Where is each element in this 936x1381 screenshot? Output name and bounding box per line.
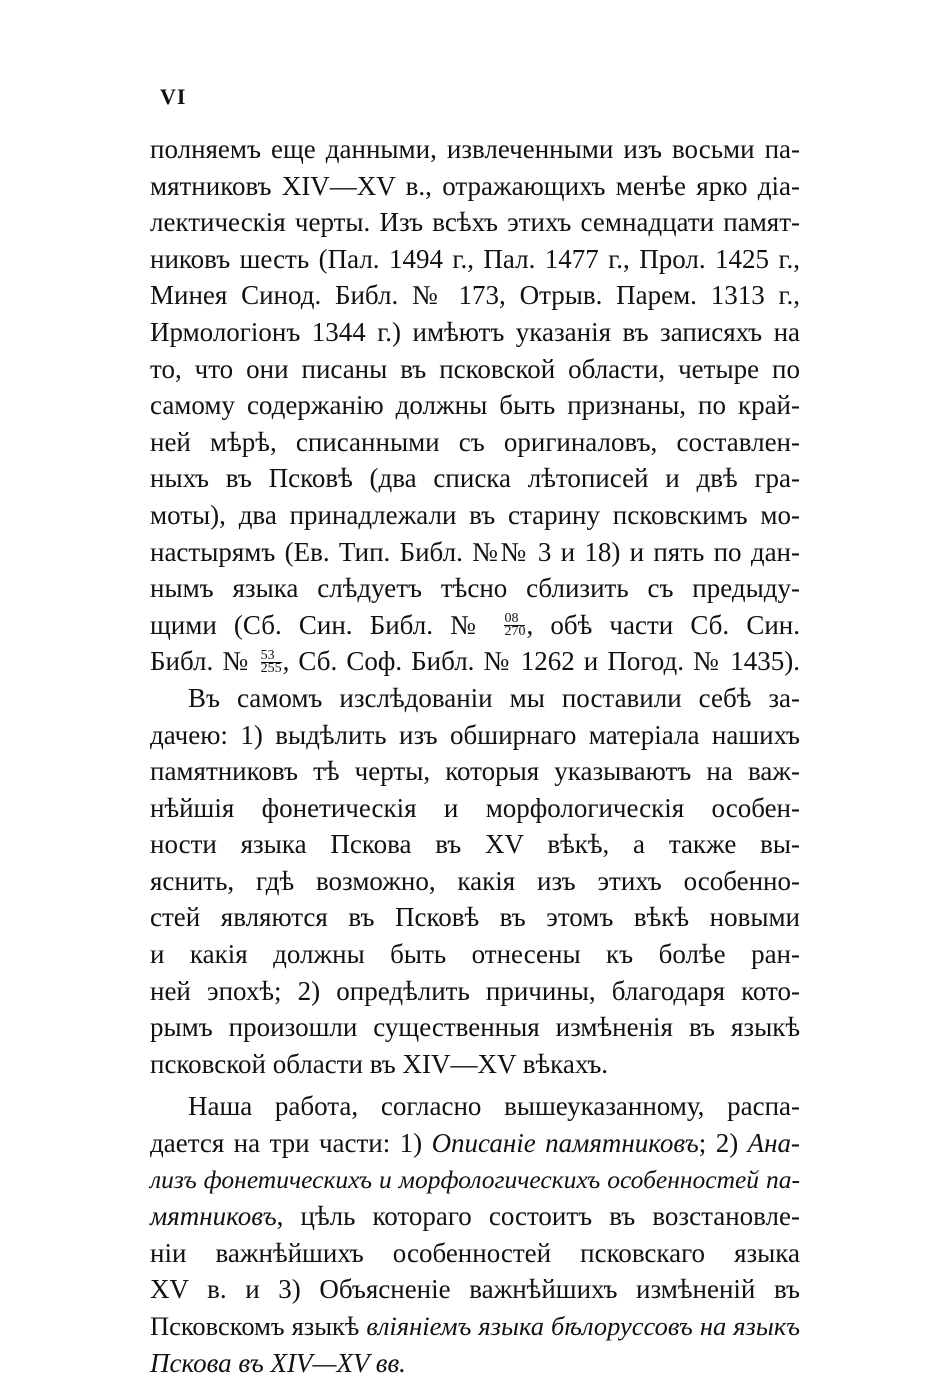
paragraph-1 bbox=[150, 131, 800, 680]
body-text bbox=[150, 131, 800, 1381]
text-line: Наша работа, согласно вышеуказанному, распа- bbox=[188, 1091, 800, 1122]
text-line: лектическія черты. Изъ всѣхъ этихъ семнадцати памят- bbox=[150, 207, 800, 238]
italic-title: вліяніемъ языка бѣлоруссовъ на языкъ bbox=[366, 1311, 800, 1341]
text-line: XV в. и 3) Объясненіе важнѣйшихъ измѣненій въ bbox=[150, 1274, 800, 1305]
text-line: и какія должны быть отнесены къ болѣе ран- bbox=[150, 939, 800, 970]
text-run: Псковскомъ языкѣ bbox=[150, 1311, 367, 1341]
text-line bbox=[150, 607, 800, 644]
fraction bbox=[504, 613, 525, 638]
text-line: полняемъ еще данными, извлеченными изъ восьми па- bbox=[150, 134, 800, 164]
italic-title: Описаніе памятниковъ bbox=[431, 1128, 699, 1159]
paragraph-3 bbox=[150, 1088, 800, 1381]
italic-title: Ана- bbox=[747, 1128, 800, 1159]
text-run: дается на три части: 1) bbox=[150, 1128, 432, 1159]
fraction-numerator: 53 bbox=[260, 647, 275, 663]
page-number: VI bbox=[160, 84, 187, 109]
text-line bbox=[150, 643, 800, 680]
text-line: яснить, гдѣ возможно, какія изъ этихъ особенно- bbox=[150, 865, 800, 896]
text-line: ности языка Пскова въ XV вѣкѣ, а также вы- bbox=[150, 829, 800, 860]
text-line: самому содержанію должны быть признаны, по край- bbox=[150, 390, 800, 421]
fraction bbox=[260, 647, 282, 676]
text-run: , цѣль котораго состоитъ въ возстановле- bbox=[276, 1201, 800, 1232]
text-line: настырямъ (Ев. Тип. Библ. №№ 3 и 18) и пять по дан- bbox=[150, 536, 800, 567]
text-line: ней мѣрѣ, списанными съ оригиналовъ, составлен- bbox=[150, 426, 800, 457]
text-line: псковской области въ XIV—XV вѣкахъ. bbox=[150, 1048, 609, 1079]
text-run: , обѣ части Сб. Син. bbox=[526, 609, 800, 640]
text-line bbox=[150, 1125, 800, 1162]
fraction-numerator: 08 bbox=[504, 611, 519, 627]
text-line: ней эпохѣ; 2) опредѣлить причины, благодаря кото- bbox=[150, 975, 800, 1006]
fraction-denominator: 270 bbox=[504, 624, 526, 640]
text-line: никовъ шесть (Пал. 1494 г., Пал. 1477 г., Прол. 1425 г., bbox=[150, 243, 800, 274]
text-line: моты), два принадлежали въ старину псковскимъ мо- bbox=[150, 499, 800, 530]
text-line: рымъ произошли существенныя измѣненія въ языкѣ bbox=[150, 1012, 800, 1043]
fraction-denominator: 255 bbox=[260, 660, 282, 676]
text-run: , Сб. Соф. Библ. № 1262 и Погод. № 1435). bbox=[282, 646, 800, 677]
italic-title: мятниковъ bbox=[150, 1201, 277, 1232]
text-line: нымъ языка слѣдуетъ тѣсно сблизить съ предыду- bbox=[150, 573, 800, 604]
text-line: Ирмологіонъ 1344 г.) имѣютъ указанія въ записяхъ на bbox=[150, 316, 800, 347]
text-run: щими (Сб. Син. Библ. № bbox=[150, 609, 487, 640]
text-line: стей являются въ Псковѣ въ этомъ вѣкѣ новыми bbox=[150, 902, 800, 933]
text-line: Минея Синод. Библ. № 173, Отрыв. Парем. 1313 г., bbox=[150, 280, 800, 311]
text-line bbox=[150, 1308, 800, 1345]
text-line: дачею: 1) выдѣлить изъ обширнаго матеріала нашихъ bbox=[150, 719, 800, 750]
text-line: Въ самомъ изслѣдованіи мы поставили себѣ за- bbox=[188, 682, 800, 713]
text-line bbox=[150, 1198, 800, 1235]
text-run: Библ. № bbox=[150, 646, 251, 677]
text-line: то, что они писаны въ псковской области, четыре по bbox=[150, 353, 800, 384]
text-line: ныхъ въ Псковѣ (два списка лѣтописей и двѣ гра- bbox=[150, 463, 800, 494]
text-line: мятниковъ XIV—XV в., отражающихъ менѣе ярко діа- bbox=[150, 170, 800, 201]
text-run: ; 2) bbox=[698, 1128, 748, 1159]
text-line: памятниковъ тѣ черты, которыя указываютъ на важ- bbox=[150, 756, 800, 787]
text-line: лизъ фонетическихъ и морфологическихъ особенностей па- bbox=[150, 1164, 800, 1194]
paragraph-2 bbox=[150, 680, 800, 1083]
text-line: ніи важнѣйшихъ особенностей псковскаго языка bbox=[150, 1237, 800, 1268]
text-line: Пскова въ XIV—XV вв. bbox=[150, 1347, 406, 1378]
text-line: нѣйшія фонетическія и морфологическія особен- bbox=[150, 792, 800, 823]
